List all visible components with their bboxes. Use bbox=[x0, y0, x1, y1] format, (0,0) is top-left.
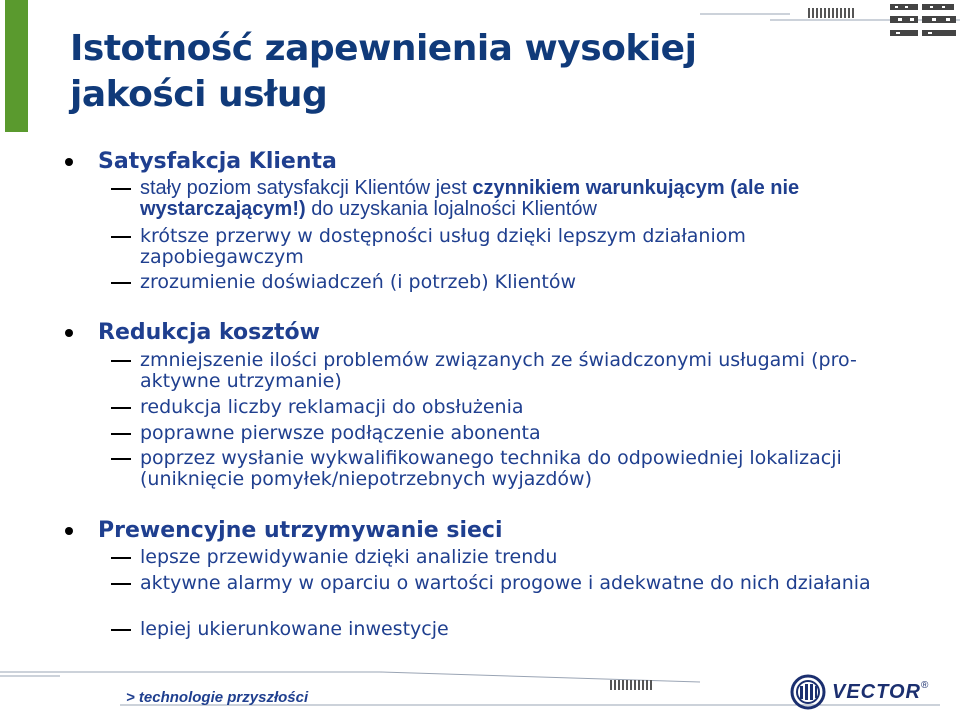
list-item: lepiej ukierunkowane inwestycje bbox=[140, 619, 900, 640]
footer-tagline: > technologie przyszłości bbox=[126, 689, 309, 706]
list-item: poprawne pierwsze podłączenie abonenta bbox=[140, 423, 900, 444]
registered-mark: ® bbox=[920, 680, 929, 691]
list-item: redukcja liczby reklamacji do obsłużenia bbox=[140, 397, 900, 418]
section-heading-cost-reduction: Redukcja kosztów bbox=[98, 320, 320, 345]
company-logo bbox=[790, 674, 928, 710]
vector-logo-icon bbox=[790, 674, 826, 710]
list-item: lepsze przewidywanie dzięki analizie trendu bbox=[140, 547, 900, 568]
section-heading-preventive-maintenance: Prewencyjne utrzymywanie sieci bbox=[98, 518, 503, 543]
list-item: zrozumienie doświadczeń (i potrzeb) Klientów bbox=[140, 272, 900, 293]
list-item: poprzez wysłanie wykwalifikowanego technika do odpowiedniej lokalizacji (uniknięcie pomyłek/niepotrzebnych wyjazdów) bbox=[140, 448, 900, 490]
list-item: stały poziom satysfakcji Klientów jest czynnikiem warunkującym (ale nie wystarczającym!) do uzyskania lojalności Klientów bbox=[140, 178, 900, 220]
logo-text: VECTOR bbox=[832, 680, 921, 703]
list-item: aktywne alarmy w oparciu o wartości progowe i adekwatne do nich działania bbox=[140, 573, 900, 594]
list-item: zmniejszenie ilości problemów związanych ze świadczonymi usługami (pro-aktywne utrzymanie) bbox=[140, 350, 900, 392]
slide-title: Istotność zapewnienia wysokiej jakości usług bbox=[70, 28, 697, 115]
list-item: krótsze przerwy w dostępności usług dzięki lepszym działaniom zapobiegawczym bbox=[140, 226, 900, 268]
section-heading-satisfaction: Satysfakcja Klienta bbox=[98, 149, 337, 174]
